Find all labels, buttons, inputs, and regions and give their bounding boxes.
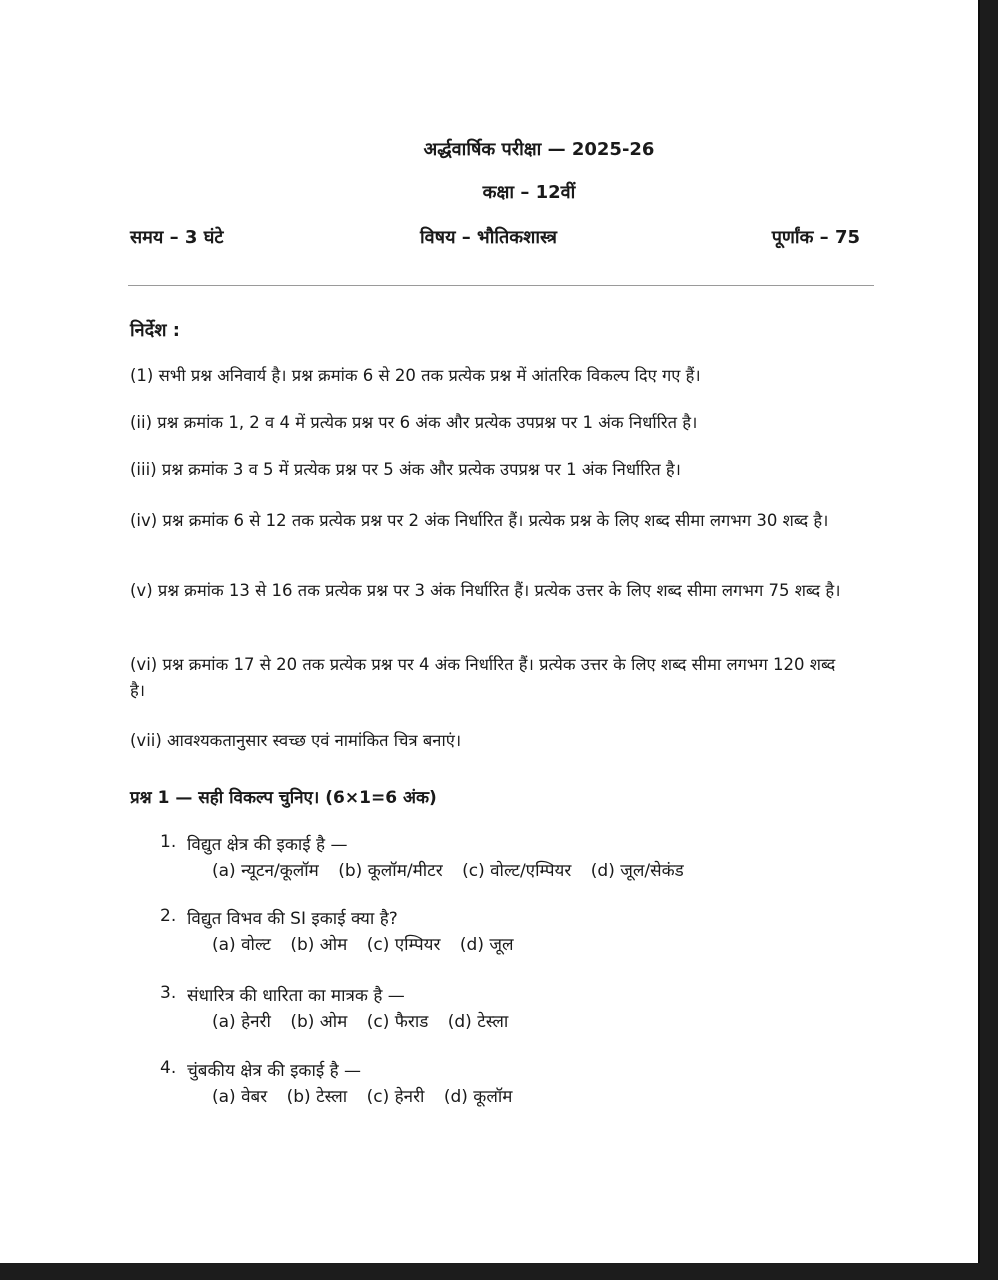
instruction-item: (vi) प्रश्न क्रमांक 17 से 20 तक प्रत्येक प्रश्न पर 4 अंक निर्धारित हैं। प्रत्येक उत्तर के लिए शब्द सीमा लगभग 120 शब्द है। [130, 655, 836, 700]
viewer-bottom-edge [0, 1266, 998, 1280]
mcq-option: (a) वेबर [212, 1087, 268, 1107]
mcq-option: (b) कूलॉम/मीटर [338, 861, 443, 881]
mcq-option: (d) जूल/सेकंड [590, 861, 684, 881]
mcq-option: (c) एम्पियर [366, 935, 441, 955]
mcq-number: 3. [160, 983, 177, 1003]
mcq-option: (c) हेनरी [366, 1087, 425, 1107]
mcq-option: (d) कूलॉम [443, 1087, 513, 1107]
mcq-option: (c) फैराड [366, 1012, 429, 1032]
exam-title: अर्द्धवार्षिक परीक्षा — 2025-26 [423, 139, 655, 160]
exam-max-marks: पूर्णांक – 75 [771, 227, 860, 248]
mcq-stem: चुंबकीय क्षेत्र की इकाई है — [187, 1061, 362, 1081]
mcq-option: (a) न्यूटन/कूलॉम [212, 861, 319, 881]
question-1-heading: प्रश्न 1 — सही विकल्प चुनिए। (6×1=6 अंक) [130, 788, 437, 808]
instruction-item: (ii) प्रश्न क्रमांक 1, 2 व 4 में प्रत्येक प्रश्न पर 6 अंक और प्रत्येक उपप्रश्न पर 1 अंक निर्धारित है। [130, 413, 698, 432]
header-divider [128, 285, 874, 286]
mcq-option: (b) टेस्ला [286, 1087, 348, 1107]
mcq-number: 4. [160, 1058, 177, 1078]
mcq-options [212, 932, 528, 955]
mcq-option: (c) वोल्ट/एम्पियर [462, 861, 572, 881]
class-line: कक्षा – 12वीं [482, 182, 576, 203]
mcq-options [212, 1084, 526, 1107]
instruction-item: (v) प्रश्न क्रमांक 13 से 16 तक प्रत्येक प्रश्न पर 3 अंक निर्धारित हैं। प्रत्येक उत्तर के लिए शब्द सीमा लगभग 75 शब्द है। [130, 581, 841, 600]
mcq-stem: विद्युत क्षेत्र की इकाई है — [187, 835, 348, 855]
mcq-option: (d) टेस्ला [447, 1012, 509, 1032]
mcq-option: (a) वोल्ट [212, 935, 271, 955]
exam-duration: समय – 3 घंटे [130, 227, 224, 248]
mcq-options [212, 1009, 522, 1032]
mcq-option: (a) हेनरी [212, 1012, 271, 1032]
mcq-option: (d) जूल [459, 935, 514, 955]
mcq-number: 1. [160, 832, 177, 852]
mcq-stem: विद्युत विभव की SI इकाई क्या है? [187, 909, 398, 929]
instructions-heading: निर्देश : [130, 320, 180, 341]
instruction-item: (vii) आवश्यकतानुसार स्वच्छ एवं नामांकित चित्र बनाएं। [130, 731, 462, 750]
mcq-stem: संधारित्र की धारिता का मात्रक है — [187, 986, 405, 1006]
mcq-option: (b) ओम [290, 1012, 348, 1032]
exam-subject: विषय – भौतिकशास्त्र [420, 227, 557, 248]
instruction-item: (iii) प्रश्न क्रमांक 3 व 5 में प्रत्येक प्रश्न पर 5 अंक और प्रत्येक उपप्रश्न पर 1 अंक निर्धारित है। [130, 460, 681, 479]
mcq-number: 2. [160, 906, 177, 926]
mcq-option: (b) ओम [290, 935, 348, 955]
instruction-item: (iv) प्रश्न क्रमांक 6 से 12 तक प्रत्येक प्रश्न पर 2 अंक निर्धारित हैं। प्रत्येक प्रश्न के लिए शब्द सीमा लगभग 30 शब्द है। [130, 511, 829, 530]
mcq-options [212, 858, 698, 881]
instruction-item: (1) सभी प्रश्न अनिवार्य है। प्रश्न क्रमांक 6 से 20 तक प्रत्येक प्रश्न में आंतरिक विकल्प दिए गए हैं। [130, 366, 701, 385]
